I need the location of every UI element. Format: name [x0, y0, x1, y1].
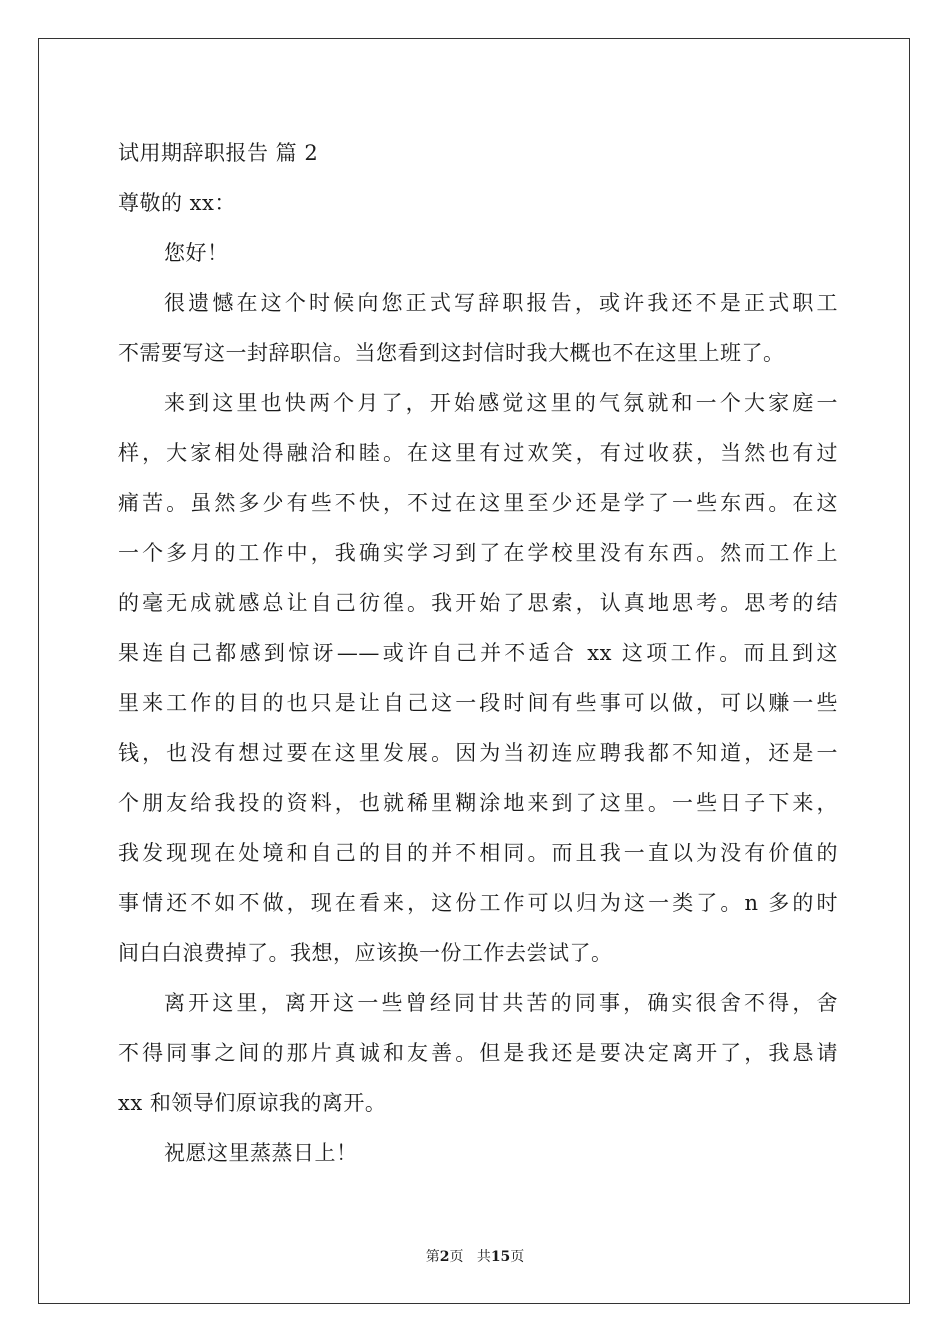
paragraph-line: 里来工作的目的也只是让自己这一段时间有些事可以做，可以赚一些 [118, 691, 838, 715]
paragraph-2 [118, 378, 838, 978]
paragraph-line: 间白白浪费掉了。我想，应该换一份工作去尝试了。 [118, 941, 613, 965]
total-pages: 15 [490, 1249, 511, 1265]
paragraph-line: 不需要写这一封辞职信。当您看到这封信时我大概也不在这里上班了。 [118, 341, 785, 365]
page-suffix: 页 [449, 1249, 464, 1265]
paragraph-line: 一个多月的工作中，我确实学习到了在学校里没有东西。然而工作上 [118, 541, 838, 565]
salutation: 尊敬的 xx： [118, 191, 236, 215]
closing: 祝愿这里蒸蒸日上！ [164, 1141, 358, 1165]
paragraph-line: 痛苦。虽然多少有些不快，不过在这里至少还是学了一些东西。在这 [118, 491, 838, 515]
page-footer [0, 1248, 950, 1266]
document-title: 试用期辞职报告 篇 2 [118, 141, 319, 165]
paragraph-line: 样，大家相处得融洽和睦。在这里有过欢笑，有过收获，当然也有过 [118, 441, 838, 465]
document-body [118, 128, 838, 1178]
paragraph-line: 个朋友给我投的资料，也就稀里糊涂地来到了这里。一些日子下来， [118, 791, 838, 815]
paragraph-line: xx 和领导们原谅我的离开。 [118, 1091, 387, 1115]
greeting: 您好！ [164, 241, 229, 265]
paragraph-1 [118, 278, 838, 378]
paragraph-line: 果连自己都感到惊讶——或许自己并不适合 xx 这项工作。而且到这 [118, 641, 838, 665]
total-prefix: 共 [476, 1249, 491, 1265]
paragraph-line: 我发现现在处境和自己的目的并不相同。而且我一直以为没有价值的 [118, 841, 838, 865]
paragraph-3 [118, 978, 838, 1128]
page-number: 2 [439, 1249, 450, 1265]
paragraph-line: 来到这里也快两个月了，开始感觉这里的气氛就和一个大家庭一 [164, 391, 838, 415]
paragraph-line: 离开这里，离开这一些曾经同甘共苦的同事，确实很舍不得，舍 [164, 991, 838, 1015]
paragraph-line: 的毫无成就感总让自己彷徨。我开始了思索，认真地思考。思考的结 [118, 591, 838, 615]
paragraph-line: 事情还不如不做，现在看来，这份工作可以归为这一类了。n 多的时 [118, 891, 838, 915]
paragraph-line: 不得同事之间的那片真诚和友善。但是我还是要决定离开了，我恳请 [118, 1041, 838, 1065]
total-suffix: 页 [510, 1249, 525, 1265]
paragraph-line: 钱，也没有想过要在这里发展。因为当初连应聘我都不知道，还是一 [118, 741, 838, 765]
paragraph-line: 很遗憾在这个时候向您正式写辞职报告，或许我还不是正式职工 [164, 291, 838, 315]
page-prefix: 第 [425, 1249, 440, 1265]
